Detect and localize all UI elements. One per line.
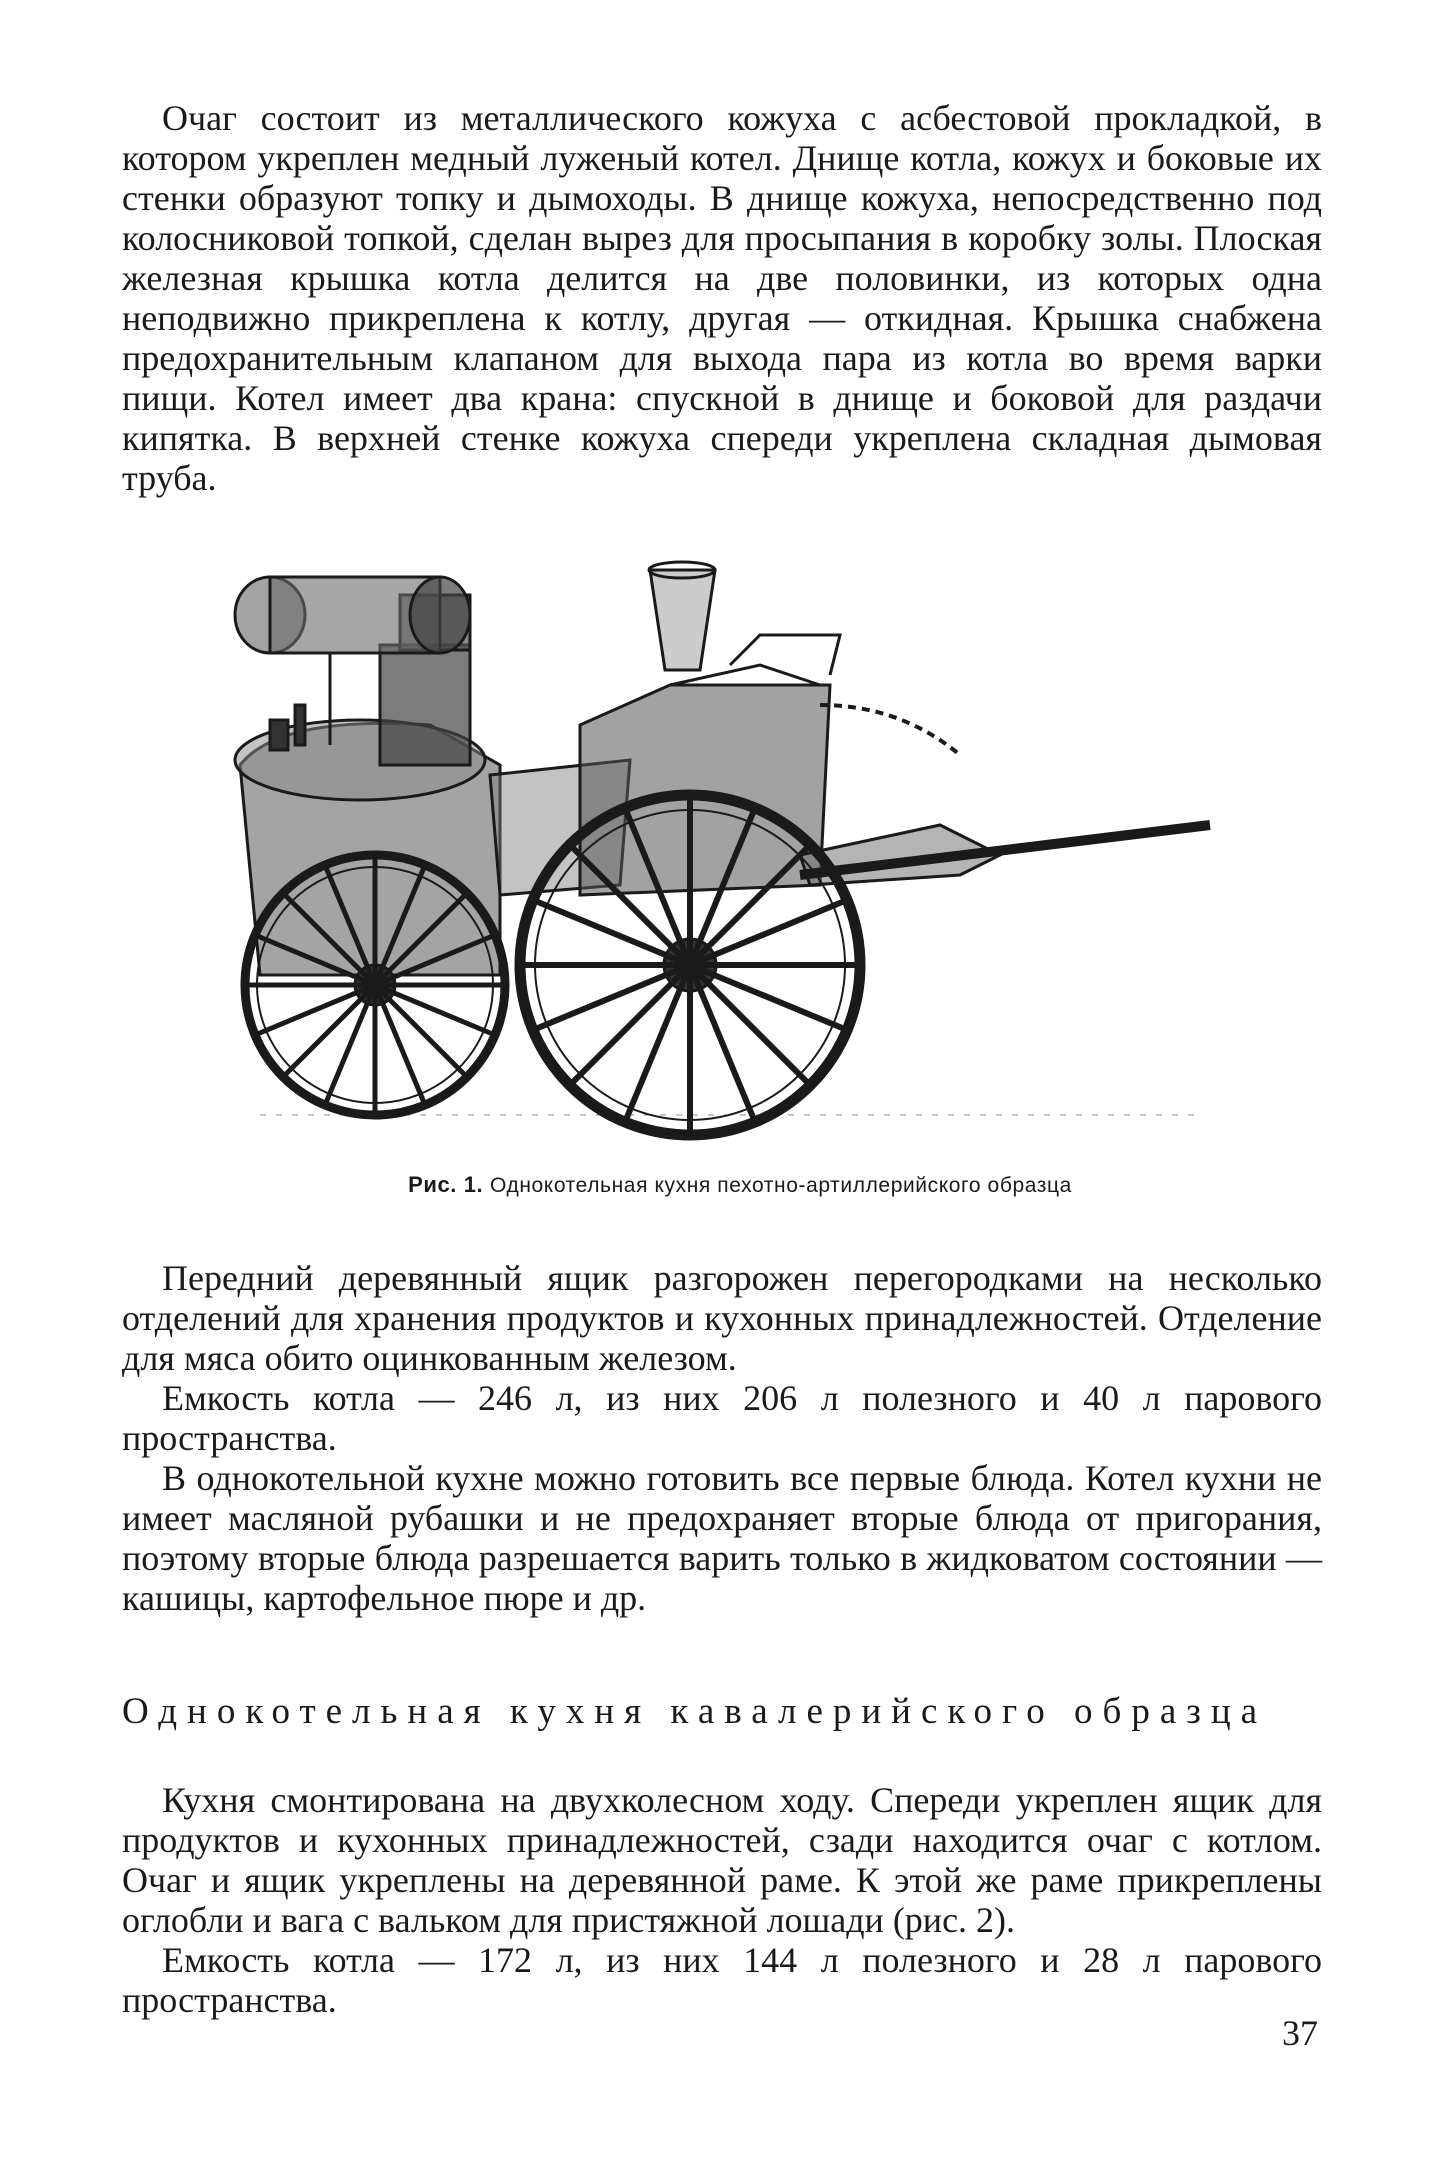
figure-label: Рис. 1. bbox=[408, 1172, 484, 1197]
paragraph-block-bottom bbox=[122, 1780, 1322, 2020]
paragraph: Кухня смонтирована на двухколесном ходу. Спереди укреплен ящик для продуктов и кухонных принадлежностей, сзади находится очаг с котлом. Очаг и ящик укреплены на деревянной раме. К этой же раме прикреплены оглобли и вага с вальком для пристяжной лошади (рис. 2). bbox=[122, 1780, 1322, 1940]
section-heading: Однокотельная кухня кавалерийского образца bbox=[122, 1691, 1268, 1732]
paragraph: В однокотельной кухне можно готовить все первые блюда. Котел кухни не имеет масляной рубашки и не предохраняет вторые блюда от пригорания, поэтому вторые блюда разрешается варить только в жидковатом состоянии — кашицы, картофельное пюре и др. bbox=[122, 1458, 1322, 1618]
paragraph: Очаг состоит из металлического кожуха с асбестовой прокладкой, в котором укреплен медный луженый котел. Днище котла, кожух и боковые их стенки образуют топку и дымоходы. В днище кожуха, непосредственно под колосниковой топкой, сделан вырез для просыпания в коробку золы. Плоская железная крышка котла делится на две половинки, из которых одна неподвижно прикреплена к котлу, другая — откидная. Крышка снабжена предохранительным клапаном для выхода пара из котла во время варки пищи. Котел имеет два крана: спускной в днище и боковой для раздачи кипятка. В верхней стенке кожуха спереди укреплена складная дымовая труба. bbox=[122, 98, 1322, 498]
page-number: 37 bbox=[1282, 2013, 1318, 2053]
paragraph-block-middle bbox=[122, 1258, 1322, 1618]
paragraph: Емкость котла — 172 л, из них 144 л полезного и 28 л парового пространства. bbox=[122, 1940, 1322, 2020]
paragraph: Передний деревянный ящик разгорожен перегородками на несколько отделений для хранения продуктов и кухонных принадлежностей. Отделение для мяса обито оцинкованным железом. bbox=[122, 1258, 1322, 1378]
figure-caption bbox=[200, 1172, 1280, 1198]
figure-field-kitchen-illustration bbox=[200, 555, 1280, 1180]
right-wheel bbox=[520, 795, 860, 1135]
paragraph: Емкость котла — 246 л, из них 206 л полезного и 40 л парового пространства. bbox=[122, 1378, 1322, 1458]
figure-caption-text: Однокотельная кухня пехотно-артиллерийского образца bbox=[490, 1174, 1072, 1197]
left-wheel bbox=[245, 855, 505, 1115]
paragraph-block-top bbox=[122, 98, 1322, 498]
